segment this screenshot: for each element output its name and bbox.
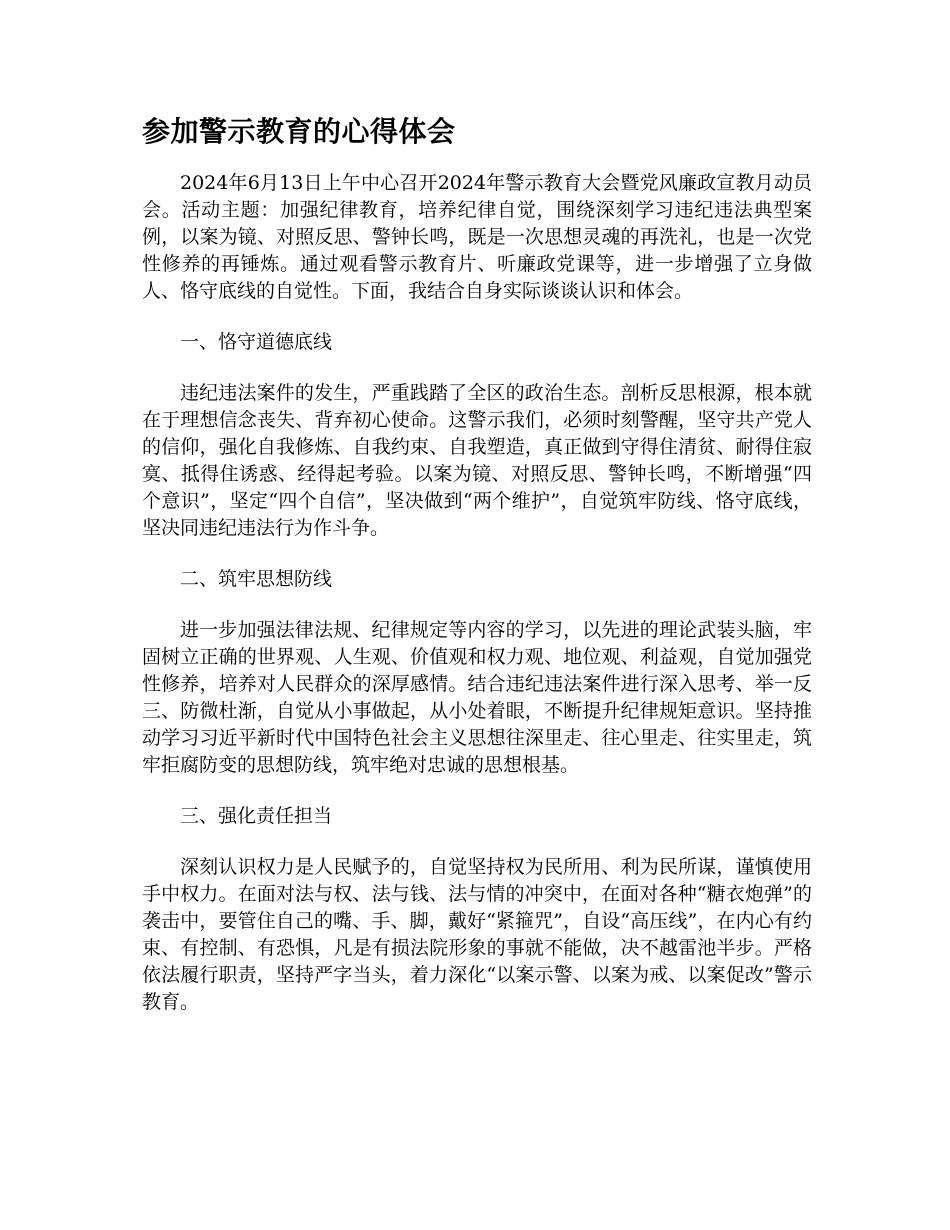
intro-paragraph: 2024年6月13日上午中心召开2024年警示教育大会暨党风廉政宣教月动员会。活动主题：加强纪律教育，培养纪律自觉，围绕深刻学习违纪违法典型案例，以案为镜、对照反思、警钟长鸣，既是一次思想灵魂的再洗礼，也是一次党性修养的再锤炼。通过观看警示教育片、听廉政党课等，进一步增强了立身做人、恪守底线的自觉性。下面，我结合自身实际谈谈认识和体会。 <box>142 172 812 302</box>
section-3-body: 深刻认识权力是人民赋予的，自觉坚持权为民所用、利为民所谋，谨慎使用手中权力。在面对法与权、法与钱、法与情的冲突中，在面对各种“糖衣炮弹”的袭击中，要管住自己的嘴、手、脚，戴好“紧箍咒”，自设“高压线”，在内心有约束、有控制、有恐惧，凡是有损法院形象的事就不能做，决不越雷池半步。严格依法履行职责，坚持严字当头，着力深化“以案示警、以案为戒、以案促改”警示教育。 <box>142 856 812 1013</box>
section-3-heading: 三、强化责任担当 <box>180 805 333 827</box>
section-2-heading: 二、筑牢思想防线 <box>180 568 333 590</box>
section-1-heading: 一、恪守道德底线 <box>180 331 333 353</box>
document-page <box>142 112 812 1040</box>
document-title: 参加警示教育的心得体会 <box>142 115 456 148</box>
section-2-body: 进一步加强法律法规、纪律规定等内容的学习，以先进的理论武装头脑，牢固树立正确的世界观、人生观、价值观和权力观、地位观、利益观，自觉加强党性修养，培养对人民群众的深厚感情。结合违纪违法案件进行深入思考、举一反三、防微杜渐，自觉从小事做起，从小处着眼，不断提升纪律规矩意识。坚持推动学习习近平新时代中国特色社会主义思想往深里走、往心里走、往实里走，筑牢拒腐防变的思想防线，筑牢绝对忠诚的思想根基。 <box>142 619 812 776</box>
section-1-body: 违纪违法案件的发生，严重践踏了全区的政治生态。剖析反思根源，根本就在于理想信念丧失、背弃初心使命。这警示我们，必须时刻警醒，坚守共产党人的信仰，强化自我修炼、自我约束、自我塑造，真正做到守得住清贫、耐得住寂寞、抵得住诱惑、经得起考验。以案为镜、对照反思、警钟长鸣，不断增强“四个意识”，坚定“四个自信”，坚决做到“两个维护”，自觉筑牢防线、恪守底线，坚决同违纪违法行为作斗争。 <box>142 382 812 539</box>
